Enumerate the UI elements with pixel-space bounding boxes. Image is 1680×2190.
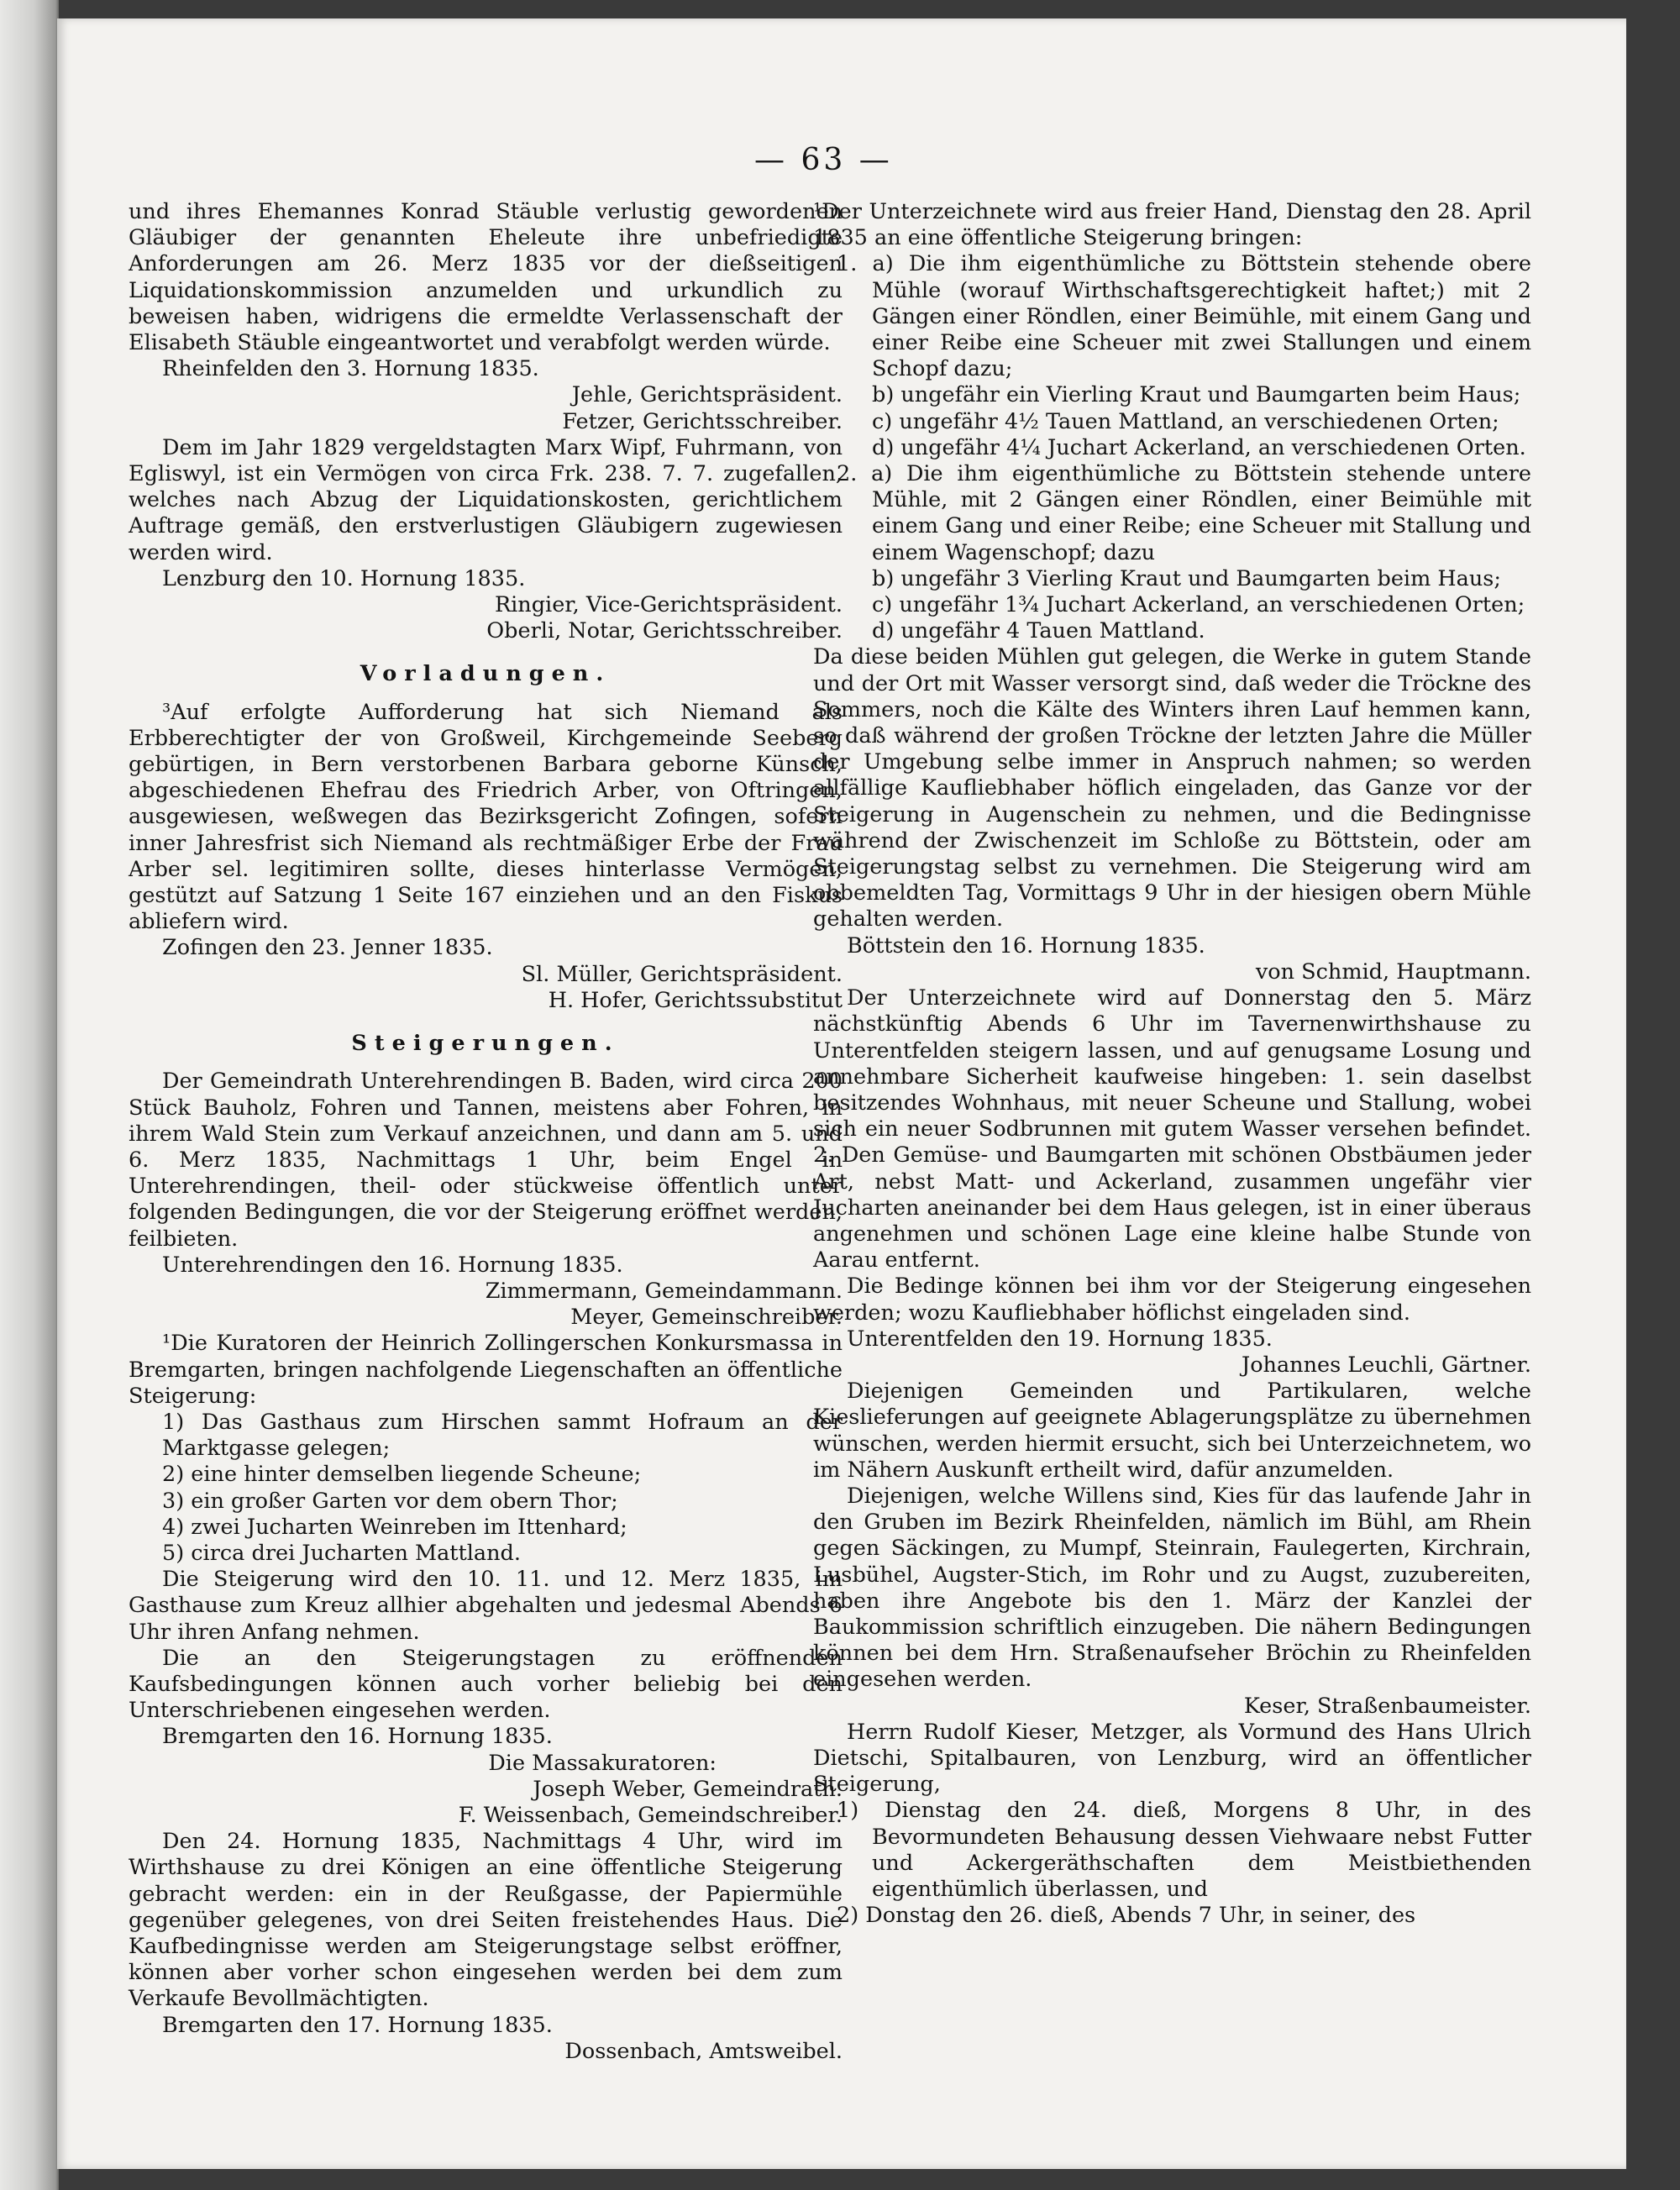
- list-item: c) ungefähr 4½ Tauen Mattland, an verschiedenen Orten;: [872, 408, 1499, 434]
- heading-steigerungen: Steigerungen.: [351, 1031, 620, 1057]
- notice-unterehrendingen-date: Unterehrendingen den 16. Hornung 1835.: [162, 1252, 623, 1278]
- notice-zollinger-signature-2: F. Weissenbach, Gemeindschreiber.: [458, 1802, 843, 1828]
- notice-arber-date: Zofingen den 23. Jenner 1835.: [162, 935, 493, 961]
- notice-zollinger-intro: ¹Die Kuratoren der Heinrich Zollingerschen Konkursmassa in Bremgarten, bringen nachfolgende Liegenschaften an öffentliche Steigerung:: [129, 1331, 843, 1409]
- notice-staeuble-text: und ihres Ehemannes Konrad Stäuble verlustig gewordenen Gläubiger der genannten Eheleute ihre unbefriedigte Anforderungen am 26. Merz 1835 vor der dießseitigen Liquidationskommission anzumelden und urkundlich zu beweisen haben, widrigens die ermeldte Verlassenschaft der Elisabeth Stäuble eingeantwortet und verabfolgt werden würde.: [129, 199, 843, 356]
- list-item: c) ungefähr 1¾ Juchart Ackerland, an verschiedenen Orten;: [872, 592, 1525, 618]
- notice-wipf-text: Dem im Jahr 1829 vergeldstagten Marx Wipf, Fuhrmann, von Egliswyl, ist ein Vermögen von circa Frk. 238. 7. 7. zugefallen, welches nach Abzug der Liquidationskosten, gerichtlichem Auftrage gemäß, den erstverlustigen Gläubigern zugewiesen werden wird.: [129, 434, 843, 565]
- notice-kies-text: Diejenigen Gemeinden und Partikularen, welche Kieslieferungen auf geeignete Ablagerungsplätze zu übernehmen wünschen, werden hiermit ersucht, sich bei Unterzeichnetem, wo im Nähern Auskunft ertheilt wird, dafür anzumelden.: [813, 1379, 1531, 1483]
- notice-zollinger-text-b: Die an den Steigerungstagen zu eröffnenden Kaufsbedingungen können auch vorher beliebig bei den Unterschriebenen eingesehen werden.: [129, 1645, 843, 1724]
- notice-zollinger-signature-0: Die Massakuratoren:: [488, 1750, 717, 1776]
- notice-unterehrendingen-signature-2: Meyer, Gemeinschreiber.: [570, 1305, 843, 1331]
- list-item: 1) Das Gasthaus zum Hirschen sammt Hofraum an der Marktgasse gelegen;: [162, 1409, 843, 1462]
- page-number: — 63 —: [754, 143, 893, 177]
- list-item: d) ungefähr 4¼ Juchart Ackerland, an verschiedenen Orten.: [872, 434, 1526, 460]
- list-item: 3) ein großer Garten vor dem obern Thor;: [162, 1488, 618, 1514]
- notice-arber-signature-1: Sl. Müller, Gerichtspräsident.: [521, 961, 843, 987]
- notice-boettstein-text: Da diese beiden Mühlen gut gelegen, die Werke in gutem Stande und der Ort mit Wasser versorgt sind, daß weder die Tröckne des Sommers, noch die Kälte des Winters ihren Lauf hemmen kann, so daß während der großen Tröckne der letzten Jahre die Müller der Umgebung selbe immer in Anspruch nahmen; so werden allfällige Kaufliebhaber höflich eingeladen, das Ganze vor der Steigerung in Augenschein zu nehmen, und die Bedingnisse während der Zwischenzeit im Schloße zu Böttstein, oder am Steigerungstag selbst zu vernehmen. Die Steigerung wird am obbemeldten Tag, Vormittags 9 Uhr in der hiesigen obern Mühle gehalten werden.: [813, 644, 1531, 932]
- notice-wipf-signature-1: Ringier, Vice-Gerichtspräsident.: [494, 592, 843, 618]
- list-item: 2. a) Die ihm eigenthümliche zu Böttstein stehende untere Mühle, mit 2 Gängen einer Röndlen, einer Beimühle mit einem Gang und einer Reibe; eine Scheuer mit Stallung und einem Wagenschopf; dazu: [837, 461, 1531, 565]
- notice-unterentfelden-date: Unterentfelden den 19. Hornung 1835.: [847, 1326, 1273, 1352]
- notice-staeuble-signature-1: Jehle, Gerichtspräsident.: [571, 382, 843, 408]
- list-item: 1. a) Die ihm eigenthümliche zu Böttstein stehende obere Mühle (worauf Wirthschaftsgerechtigkeit haftet;) mit 2 Gängen einer Röndlen, einer Beimühle, mit einem Gang und einer Reibe eine Scheuer mit zwei Stallungen und einem Schopf dazu;: [837, 251, 1531, 382]
- notice-unterentfelden-text-b: Die Bedinge können bei ihm vor der Steigerung eingesehen werden; wozu Kaufliebhaber höflichst eingeladen sind.: [813, 1274, 1531, 1326]
- list-item: d) ungefähr 4 Tauen Mattland.: [872, 618, 1205, 644]
- notice-boettstein-signature: von Schmid, Hauptmann.: [1255, 958, 1531, 985]
- list-item: 5) circa drei Jucharten Mattland.: [162, 1540, 521, 1566]
- notice-boettstein-intro: ¹Der Unterzeichnete wird aus freier Hand, Dienstag den 28. April 1835 an eine öffentliche Steigerung bringen:: [813, 199, 1531, 251]
- notice-arber-signature-2: H. Hofer, Gerichtssubstitut: [548, 987, 843, 1013]
- notice-kieser-intro: Herrn Rudolf Kieser, Metzger, als Vormund des Hans Ulrich Dietschi, Spitalbauren, von Lenzburg, wird an öffentlicher Steigerung,: [813, 1719, 1531, 1798]
- notice-reussgasse-signature: Dossenbach, Amtsweibel.: [564, 2038, 843, 2064]
- notice-unterentfelden-text: Der Unterzeichnete wird auf Donnerstag den 5. März nächstkünftig Abends 6 Uhr im Tavernenwirthshause zu Unterentfelden steigern lassen, und auf genugsame Losung und annehmbare Sicherheit kaufweise hingeben: 1. sein daselbst besitzendes Wohnhaus, mit neuer Scheune und Stallung, wobei sich ein neuer Sodbrunnen mit gutem Wasser versehen befindet. 2. Den Gemüse- und Baumgarten mit schönen Obstbäumen jeder Art, nebst Matt- und Ackerland, zusammen ungefähr vier Jucharten aneinander bei dem Haus gelegen, ist in einer überaus angenehmen und schönen Lage eine kleine halbe Stunde von Aarau entfernt.: [813, 985, 1531, 1274]
- list-item: 2) eine hinter demselben liegende Scheune;: [162, 1462, 642, 1488]
- list-item: b) ungefähr 3 Vierling Kraut und Baumgarten beim Haus;: [872, 565, 1501, 591]
- notice-unterehrendingen-text: Der Gemeindrath Unterehrendingen B. Baden, wird circa 200 Stück Bauholz, Fohren und Tannen, meistens aber Fohren, in ihrem Wald Stein zum Verkauf anzeichnen, und dann am 5. und 6. Merz 1835, Nachmittags 1 Uhr, beim Engel in Unterehrendingen, theil- oder stückweise öffentlich unter folgenden Bedingungen, die vor der Steigerung eröffnet werden, feilbieten.: [129, 1069, 843, 1252]
- notice-zollinger-date: Bremgarten den 16. Hornung 1835.: [162, 1724, 553, 1750]
- notice-kies-text-b: Diejenigen, welche Willens sind, Kies für das laufende Jahr in den Gruben im Bezirk Rheinfelden, nämlich im Bühl, am Rhein gegen Säckingen, zu Mumpf, Steinrain, Faulegerten, Kirchrain, Lusbühel, Augster-Stich, im Rohr und zu Augst, zuzubereiten, haben ihre Angebote bis den 1. März der Kanzlei der Baukommission schriftlich einzugeben. Die nähern Bedingungen können bei dem Hrn. Straßenaufseher Bröchin zu Rheinfelden eingesehen werden.: [813, 1483, 1531, 1693]
- notice-kies-signature: Keser, Straßenbaumeister.: [1243, 1693, 1531, 1719]
- newspaper-page: [57, 18, 1626, 2169]
- notice-staeuble-date: Rheinfelden den 3. Hornung 1835.: [162, 356, 539, 382]
- list-item: 1) Dienstag den 24. dieß, Morgens 8 Uhr, in des Bevormundeten Behausung dessen Viehwaare nebst Futter und Ackergeräthschaften dem Meistbiethenden eigenthümlich überlassen, und: [837, 1798, 1531, 1902]
- right-column: [813, 199, 1531, 1929]
- notice-wipf-date: Lenzburg den 10. Hornung 1835.: [162, 565, 526, 591]
- notice-zollinger-signature-1: Joseph Weber, Gemeindrath.: [533, 1776, 843, 1802]
- notice-staeuble-signature-2: Fetzer, Gerichtsschreiber.: [562, 408, 843, 434]
- list-item: 2) Donstag den 26. dieß, Abends 7 Uhr, in seiner, des: [837, 1903, 1416, 1929]
- left-column: [129, 199, 843, 2065]
- list-item: 4) zwei Jucharten Weinreben im Ittenhard;: [162, 1514, 627, 1540]
- notice-wipf-signature-2: Oberli, Notar, Gerichtsschreiber.: [486, 618, 843, 644]
- notice-reussgasse-text: Den 24. Hornung 1835, Nachmittags 4 Uhr, wird im Wirthshause zu drei Königen an eine öffentliche Steigerung gebracht werden: ein in der Reußgasse, der Papiermühle gegenüber gelegenes, von drei Seiten freistehendes Haus. Die Kaufbedingnisse werden am Steigerungstage selbst eröffner, können aber vorher schon eingesehen werden bei dem zum Verkaufe Bevollmächtigten.: [129, 1829, 843, 2012]
- notice-unterentfelden-signature: Johannes Leuchli, Gärtner.: [1241, 1352, 1531, 1378]
- notice-unterehrendingen-signature-1: Zimmermann, Gemeindammann.: [485, 1278, 843, 1304]
- list-item: b) ungefähr ein Vierling Kraut und Baumgarten beim Haus;: [872, 382, 1521, 408]
- scan-background-left: [0, 0, 59, 2190]
- heading-vorladungen: Vorladungen.: [360, 661, 612, 687]
- notice-zollinger-text-a: Die Steigerung wird den 10. 11. und 12. Merz 1835, im Gasthause zum Kreuz allhier abgehalten und jedesmal Abends 6 Uhr ihren Anfang nehmen.: [129, 1567, 843, 1645]
- notice-boettstein-date: Böttstein den 16. Hornung 1835.: [847, 932, 1205, 958]
- notice-arber-text: ³Auf erfolgte Aufforderung hat sich Niemand als Erbberechtigter der von Großweil, Kirchgemeinde Seeberg gebürtigen, in Bern verstorbenen Barbara geborne Künsch, abgeschiedenen Ehefrau des Friedrich Arber, von Oftringen, ausgewiesen, weßwegen das Bezirksgericht Zofingen, sofern inner Jahresfrist sich Niemand als rechtmäßiger Erbe der Frau Arber sel. legitimiren sollte, dieses hinterlasse Vermögen, gestützt auf Satzung 1 Seite 167 einziehen und an den Fiskus abliefern wird.: [129, 699, 843, 935]
- notice-reussgasse-date: Bremgarten den 17. Hornung 1835.: [162, 2012, 553, 2038]
